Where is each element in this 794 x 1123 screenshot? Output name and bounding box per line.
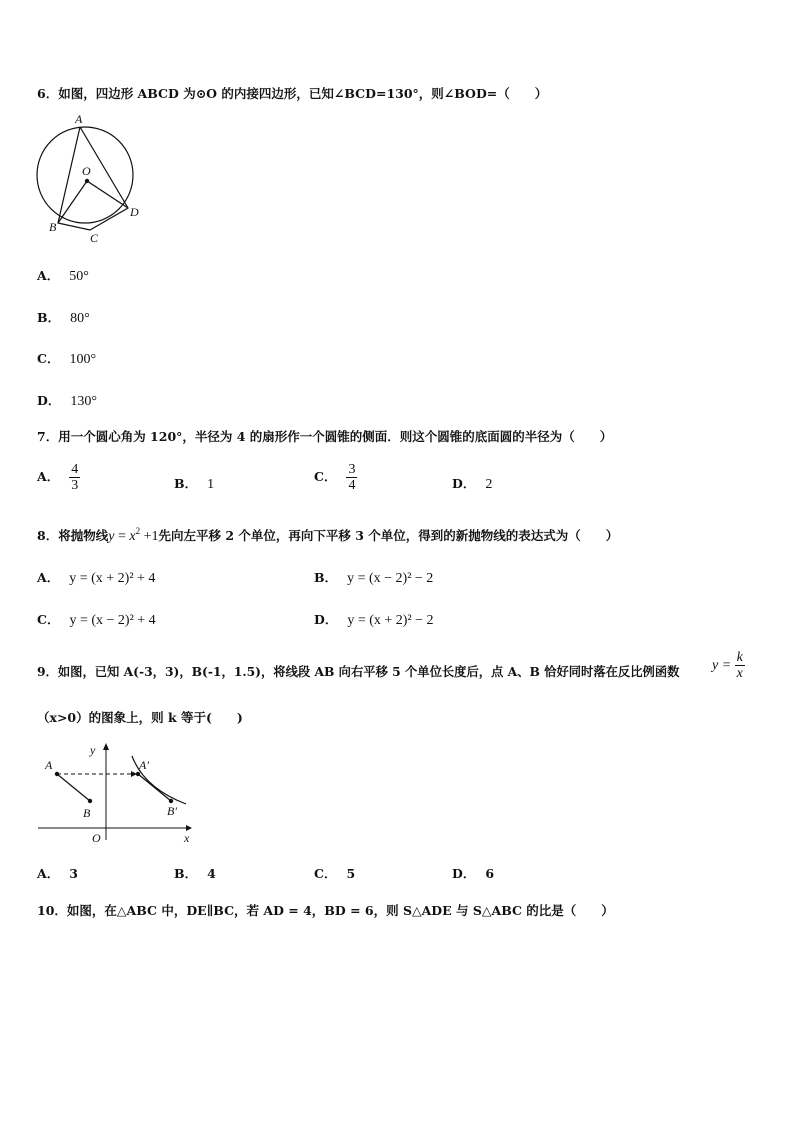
- question-6-figure: [30, 110, 150, 250]
- label-y: y: [90, 743, 96, 757]
- q8-option-b[interactable]: B． y = (x − 2)² − 2: [314, 570, 434, 586]
- question-10-text: 如图，在△ABC 中，DE∥BC，若 AD = 4，BD = 6，则 S△ADE 与 S△ABC 的比是（ ）: [66, 903, 614, 918]
- question-8-number: 8．: [37, 528, 59, 543]
- label-c: C: [90, 231, 99, 245]
- segment-a2b2: [138, 774, 171, 801]
- quadrilateral-abcd: [58, 127, 128, 230]
- question-9-text-2: （x>0）的图象上，则 k 等于( ): [37, 710, 243, 725]
- point-a2: [136, 772, 140, 776]
- q9-option-d[interactable]: D． 6: [452, 866, 495, 881]
- question-9-function: y = $\frac{k}{x}$: [712, 650, 743, 681]
- question-6-text: 如图，四边形 ABCD 为⊙O 的内接四边形，已知∠BCD=130°，则∠BOD=（ ）: [58, 86, 548, 101]
- q9-option-a[interactable]: A． 3: [37, 866, 78, 881]
- q6-option-b[interactable]: B． 80°: [37, 310, 90, 326]
- point-b: [88, 799, 92, 803]
- q8-option-d[interactable]: D． y = (x + 2)² − 2: [314, 612, 434, 628]
- label-b: B: [83, 806, 91, 820]
- question-7-number: 7．: [37, 429, 59, 444]
- question-7-text: 用一个圆心角为 120°，半径为 4 的扇形作一个圆锥的侧面．则这个圆锥的底面圆的半径为（ ）: [58, 429, 613, 444]
- question-9-figure: [36, 740, 196, 845]
- label-o: O: [92, 831, 101, 845]
- q9-option-b[interactable]: B． 4: [174, 866, 216, 881]
- fraction-3-4: $\frac{3}{4}$: [348, 462, 356, 493]
- q7-option-a[interactable]: A． $\frac{4}{3}$: [37, 462, 79, 493]
- question-6: [37, 84, 547, 102]
- center-dot: [85, 179, 89, 183]
- question-10-number: 10．: [37, 903, 67, 918]
- q7-option-d[interactable]: D． 2: [452, 476, 493, 492]
- point-a: [55, 772, 59, 776]
- question-9-line-2: [37, 708, 243, 726]
- question-7: [37, 427, 612, 445]
- segment-ab: [57, 774, 90, 801]
- q8-option-a[interactable]: A． y = (x + 2)² + 4: [37, 570, 156, 586]
- question-8: 8．将抛物线$y = x^2 +1$先向左平移 2 个单位，再向下平移 3 个单位，得到的新抛物线的表达式为（ ）: [37, 526, 619, 544]
- q6-option-c[interactable]: C． 100°: [37, 351, 97, 367]
- label-a2: A′: [139, 758, 149, 772]
- q9-option-c[interactable]: C． 5: [314, 866, 356, 881]
- label-a: A: [75, 112, 83, 126]
- q6-option-a[interactable]: A． 50°: [37, 268, 89, 284]
- segments-bod: [58, 181, 128, 223]
- y-axis-arrow: [103, 743, 109, 750]
- q7-option-c[interactable]: C． $\frac{3}{4}$: [314, 462, 356, 493]
- q8-option-c[interactable]: C． y = (x − 2)² + 4: [37, 612, 156, 628]
- parabola-expression: $y = x^2 +1$: [108, 526, 159, 544]
- fraction-4-3: $\frac{4}{3}$: [71, 462, 79, 493]
- question-9-text-1: 如图，已知 A(-3，3)，B(-1，1.5)，将线段 AB 向右平移 5 个单位长度后，点 A、B 恰好同时落在反比例函数: [57, 664, 680, 679]
- label-o: O: [82, 164, 91, 178]
- label-d: D: [130, 205, 139, 219]
- question-9: [37, 662, 679, 680]
- label-b2: B′: [167, 804, 177, 818]
- point-b2: [169, 799, 173, 803]
- question-6-number: 6．: [37, 86, 59, 101]
- question-9-number: 9．: [37, 664, 58, 679]
- label-b: B: [49, 220, 57, 234]
- q7-option-b[interactable]: B． 1: [174, 476, 215, 492]
- q6-option-d[interactable]: D． 130°: [37, 393, 97, 409]
- label-a: A: [45, 758, 53, 772]
- label-x: x: [184, 831, 190, 845]
- question-10: [37, 901, 614, 919]
